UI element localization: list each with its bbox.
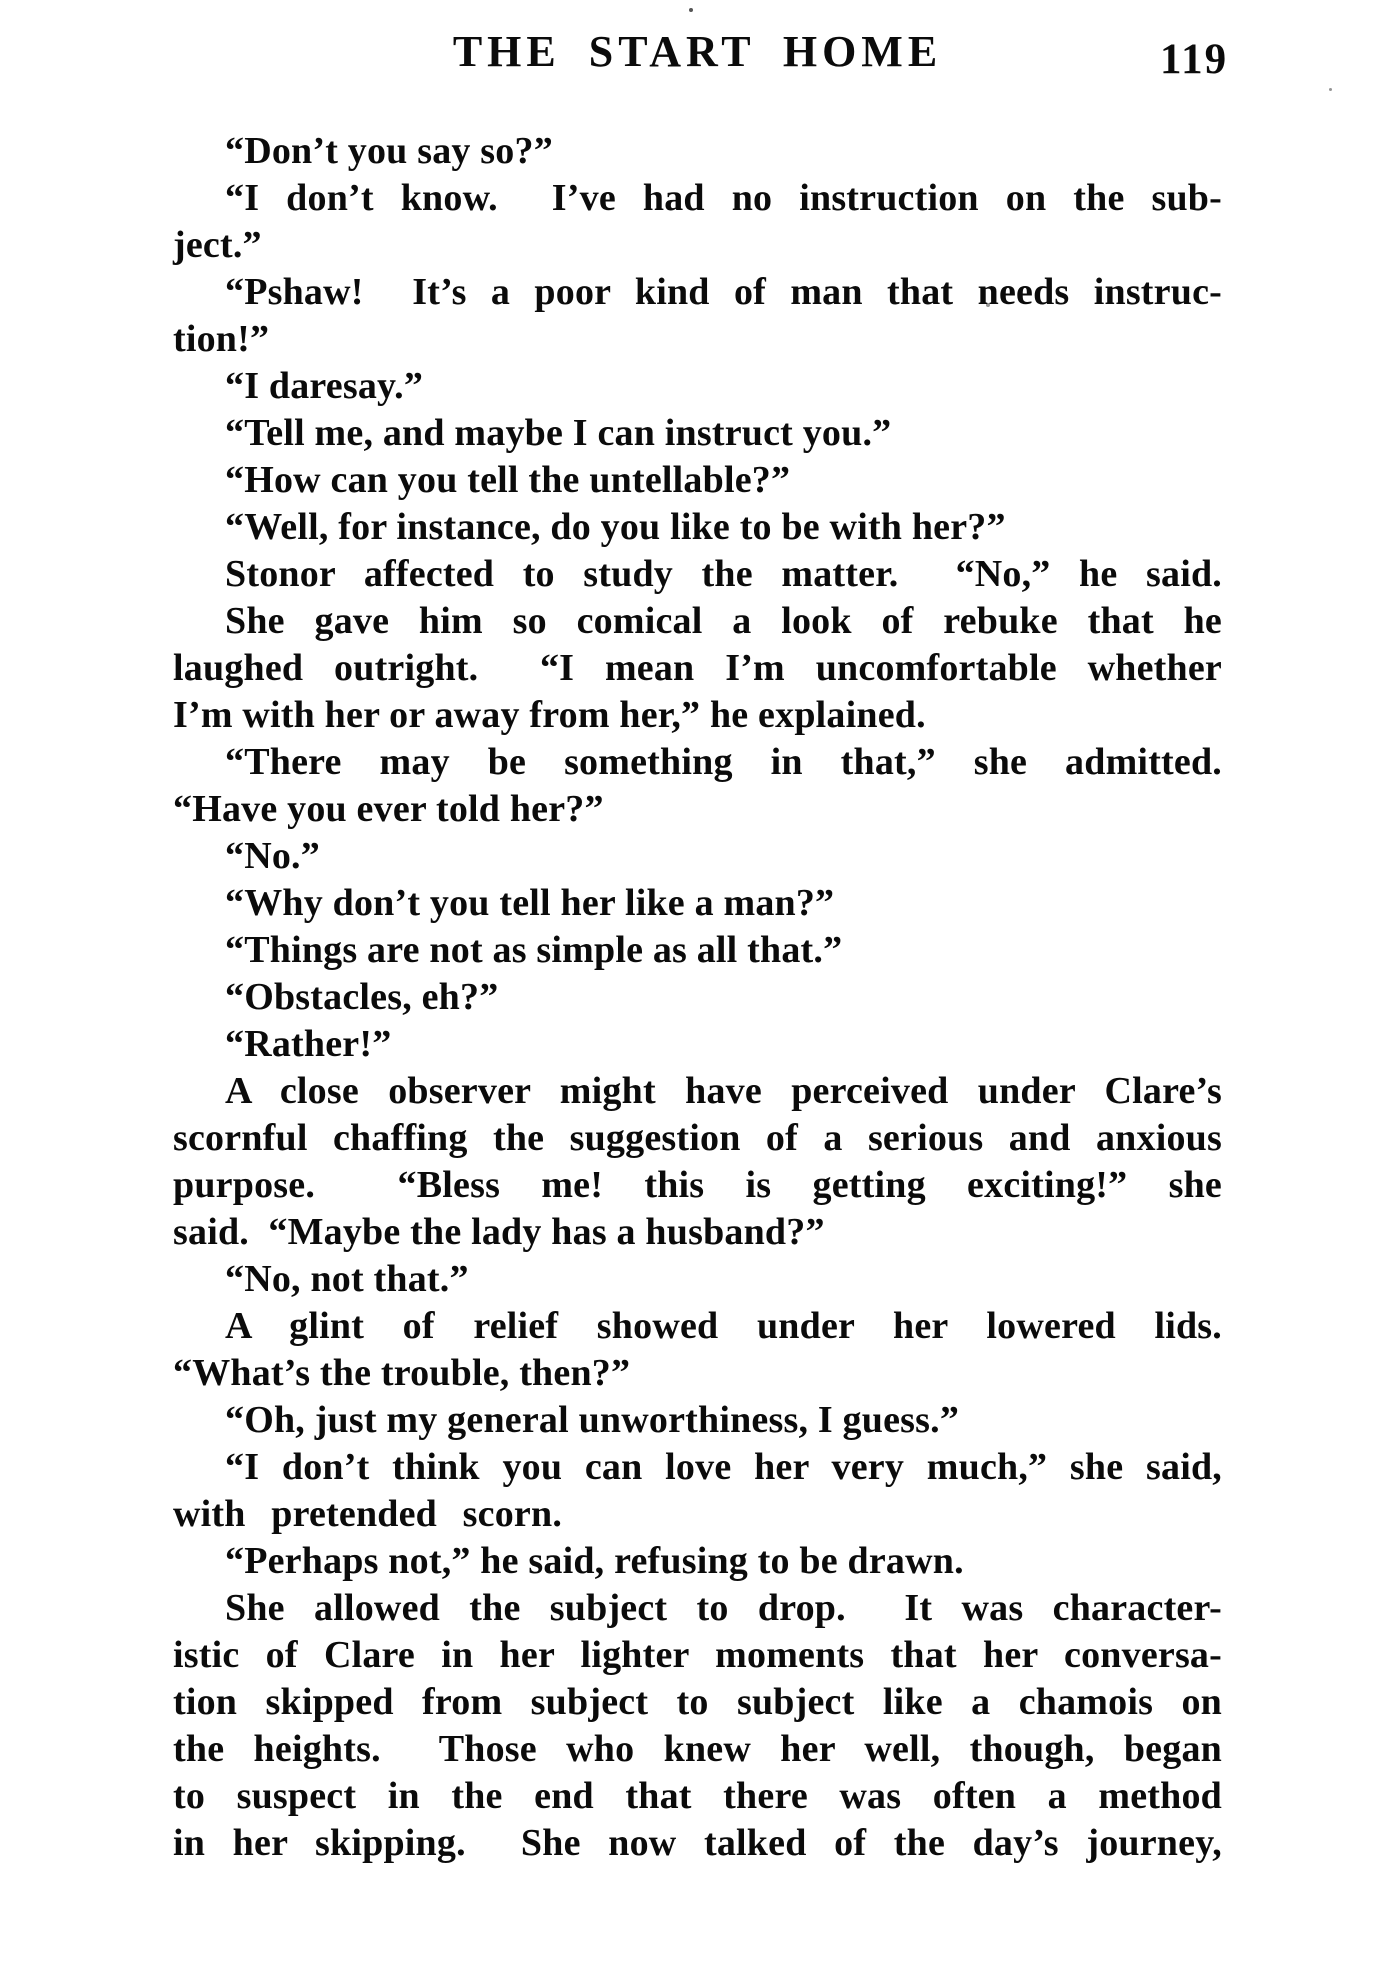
text-line: “I don’t think you can love her very much,” she said, <box>225 1446 1222 1488</box>
text-line: tion skipped from subject to subject like a chamois on <box>173 1681 1222 1723</box>
scan-speck <box>1329 88 1332 91</box>
text-line: “What’s the trouble, then?” <box>173 1352 631 1394</box>
scan-speck <box>689 8 693 12</box>
body-text <box>173 128 1222 1867</box>
text-line: purpose. “Bless me! this is getting exciting!” she <box>173 1164 1222 1206</box>
text-line: A close observer might have perceived under Clare’s <box>225 1070 1222 1112</box>
text-line: “No, not that.” <box>225 1258 469 1300</box>
text-line: laughed outright. “I mean I’m uncomfortable whether <box>173 647 1222 689</box>
text-line: “Tell me, and maybe I can instruct you.” <box>225 412 892 454</box>
text-line: “Things are not as simple as all that.” <box>225 929 843 971</box>
text-line: “Why don’t you tell her like a man?” <box>225 882 835 924</box>
text-line: “No.” <box>225 835 320 877</box>
text-line: “I don’t know. I’ve had no instruction on the sub- <box>225 177 1222 219</box>
text-line: “Well, for instance, do you like to be with her?” <box>225 506 1006 548</box>
text-line: “There may be something in that,” she admitted. <box>225 741 1222 783</box>
text-line: said. “Maybe the lady has a husband?” <box>173 1211 825 1253</box>
text-line: to suspect in the end that there was often a method <box>173 1775 1222 1817</box>
text-line: “Oh, just my general unworthiness, I guess.” <box>225 1399 960 1441</box>
text-line: “Rather!” <box>225 1023 392 1065</box>
text-line: “I daresay.” <box>225 365 424 407</box>
text-line: I’m with her or away from her,” he explained. <box>173 694 926 736</box>
text-line: with pretended scorn. <box>173 1493 563 1535</box>
text-line: “Pshaw! It’s a poor kind of man that needs instruc- <box>225 271 1222 313</box>
text-line: She allowed the subject to drop. It was character- <box>225 1587 1222 1629</box>
running-title: THE START HOME <box>452 27 943 76</box>
text-line: in her skipping. She now talked of the day’s journey, <box>173 1822 1222 1864</box>
text-line: ject.” <box>173 224 262 266</box>
text-line: “How can you tell the untellable?” <box>225 459 791 501</box>
text-line: Stonor affected to study the matter. “No,” he said. <box>225 553 1222 595</box>
text-line: istic of Clare in her lighter moments that her conversa- <box>173 1634 1222 1676</box>
text-line: A glint of relief showed under her lowered lids. <box>225 1305 1222 1347</box>
text-line: “Don’t you say so?” <box>225 130 553 172</box>
text-line: the heights. Those who knew her well, though, began <box>173 1728 1222 1770</box>
text-line: “Have you ever told her?” <box>173 788 604 830</box>
page-number: 119 <box>1160 36 1229 83</box>
text-line: “Obstacles, eh?” <box>225 976 499 1018</box>
text-line: tion!” <box>173 318 270 360</box>
text-line: scornful chaffing the suggestion of a serious and anxious <box>173 1117 1222 1159</box>
text-line: She gave him so comical a look of rebuke that he <box>225 600 1222 642</box>
text-line: “Perhaps not,” he said, refusing to be drawn. <box>225 1540 964 1582</box>
